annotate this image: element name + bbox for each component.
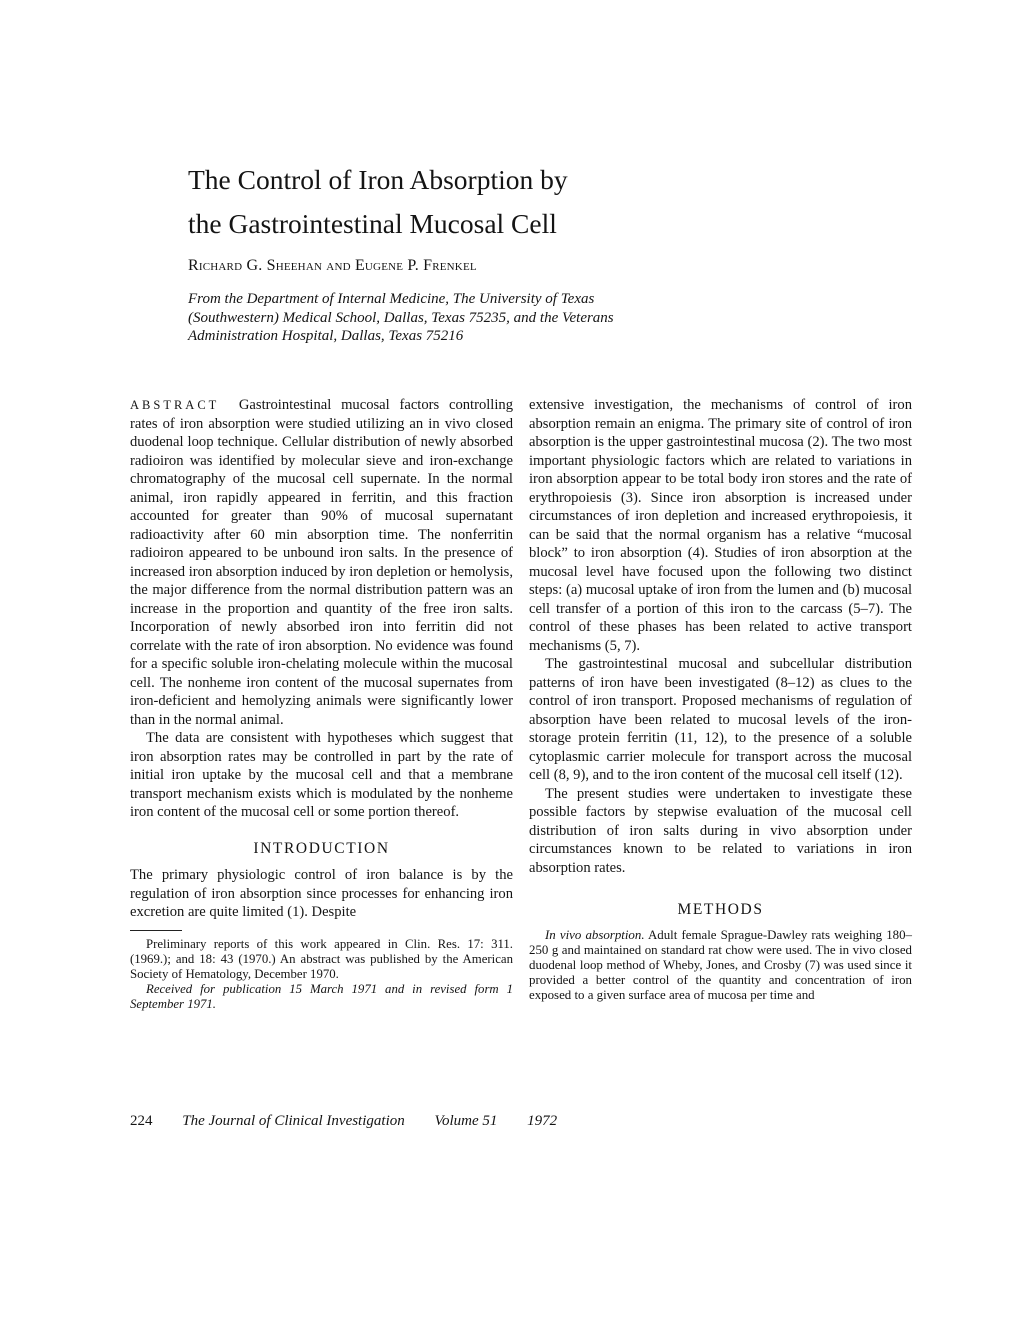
introduction-heading: INTRODUCTION <box>253 839 390 857</box>
right-column <box>529 396 912 1004</box>
methods-text: Adult female Sprague-Dawley rats weighing 180–250 g and maintained on standard rat chow were used. The in vivo closed duodenal loop method of Wheby, Jones, and Crosby (7) was used since it provided a better control of the quantity and concentration of iron exposed to a given surface area of mucosa per time and <box>529 927 913 1003</box>
abstract-text-1: Gastrointestinal mucosal factors controlling rates of iron absorption were studied utilizing an in vivo closed duodenal loop technique. Cellular distribution of newly absorbed radioiron was identified by molecular sieve and iron-exchange chromatography of the mucosal cell supernate. In the normal animal, iron rapidly appeared in ferritin, and this fraction accounted for greater than 90% of mucosal supernatant radioactivity after 60 min absorption time. The nonferritin radioiron appeared to be unbound iron salts. In the presence of increased iron absorption induced by iron depletion or hemolysis, the major difference from the normal distribution pattern was an increase in the proportion and quantity of the free iron salts. Incorporation of newly absorbed iron into ferritin did not correlate with the rate of iron absorption. No evidence was found for a specific soluble iron-chelating molecule within the mucosal cell. The nonheme iron content of the mucosal supernates from iron-deficient and hemolyzing animals were significantly lower than in the normal animal. <box>130 397 514 728</box>
introduction-paragraph-3: The present studies were undertaken to investigate these possible factors by stepwise evaluation of the mucosal cell distribution of iron salts during in vivo absorption under circumstances known to be related to variations in iron absorption rates. <box>529 785 912 876</box>
footnote-rule <box>130 930 182 931</box>
footnote-1: Preliminary reports of this work appeared in Clin. Res. 17: 311. (1969.); and 18: 43 (1970.) An abstract was published by the American Society of Hematology, December 1970. <box>130 936 513 981</box>
article-title <box>188 158 748 246</box>
footnote-2: Received for publication 15 March 1971 and in revised form 1 September 1971. <box>130 981 513 1011</box>
page-number: 224 <box>130 1113 153 1129</box>
journal-volume: Volume 51 <box>434 1113 498 1129</box>
left-column <box>130 396 513 1012</box>
methods-subheading: In vivo absorption. <box>545 927 645 942</box>
journal-year: 1972 <box>527 1113 558 1129</box>
journal-name: The Journal of Clinical Investigation <box>182 1113 405 1129</box>
footnotes <box>130 937 513 1012</box>
affiliation: From the Department of Internal Medicine, The University of Texas (Southwestern) Medical School, Dallas, Texas 75235, and the Veterans Administration Hospital, Dallas, Texas 75216 <box>188 291 614 344</box>
title-line-1: The Control of Iron Absorption by <box>188 164 568 195</box>
methods-paragraph-1 <box>529 928 912 1004</box>
abstract-paragraph-2: The data are consistent with hypotheses which suggest that iron absorption rates may be controlled in part by the rate of initial iron uptake by the mucosal cell and that a membrane transport mechanism exists which is modulated by the nonheme iron content of the mucosal cell or some portion thereof. <box>130 730 513 820</box>
abstract-label: ABSTRACT <box>130 398 220 412</box>
introduction-paragraph-1-start: The primary physiologic control of iron balance is by the regulation of iron absorption since processes for enhancing iron excretion are quite limited (1). Despite <box>130 867 513 920</box>
author-list: Richard G. Sheehan and Eugene P. Frenkel <box>188 257 477 274</box>
abstract-paragraph-1 <box>130 396 513 729</box>
introduction-paragraph-1-cont: extensive investigation, the mechanisms of control of iron absorption remain an enigma. The primary site of control of iron absorption is the upper gastrointestinal mucosa (2). The two most important physiologic factors which are related to variations in iron absorption appear to be total body iron stores and the rate of erythropoiesis (3). Since iron absorption is increased under circumstances of iron depletion and increased erythropoiesis, it can be said that the normal organism has a relative “mucosal block” to iron absorption (4). Studies of iron absorption at the mucosal level have focused upon the following two distinct steps: (a) mucosal uptake of iron from the lumen and (b) mucosal cell transfer of a portion of this iron to the carcass (5–7). The control of these phases has been related to active transport mechanisms (5, 7). <box>529 397 912 654</box>
title-line-2: the Gastrointestinal Mucosal Cell <box>188 208 557 239</box>
methods-heading: METHODS <box>677 901 764 918</box>
introduction-paragraph-2: The gastrointestinal mucosal and subcellular distribution patterns of iron have been investigated (8–12) as clues to the control of iron transport. Proposed mechanisms of regulation of absorption have been related to mucosal levels of the iron-storage protein ferritin (11, 12), to the presence of a soluble cytoplasmic carrier molecule for transport across the mucosal cell (8, 9), and to the iron content of the mucosal cell itself (12). <box>529 656 912 783</box>
page-footer <box>130 1113 583 1130</box>
